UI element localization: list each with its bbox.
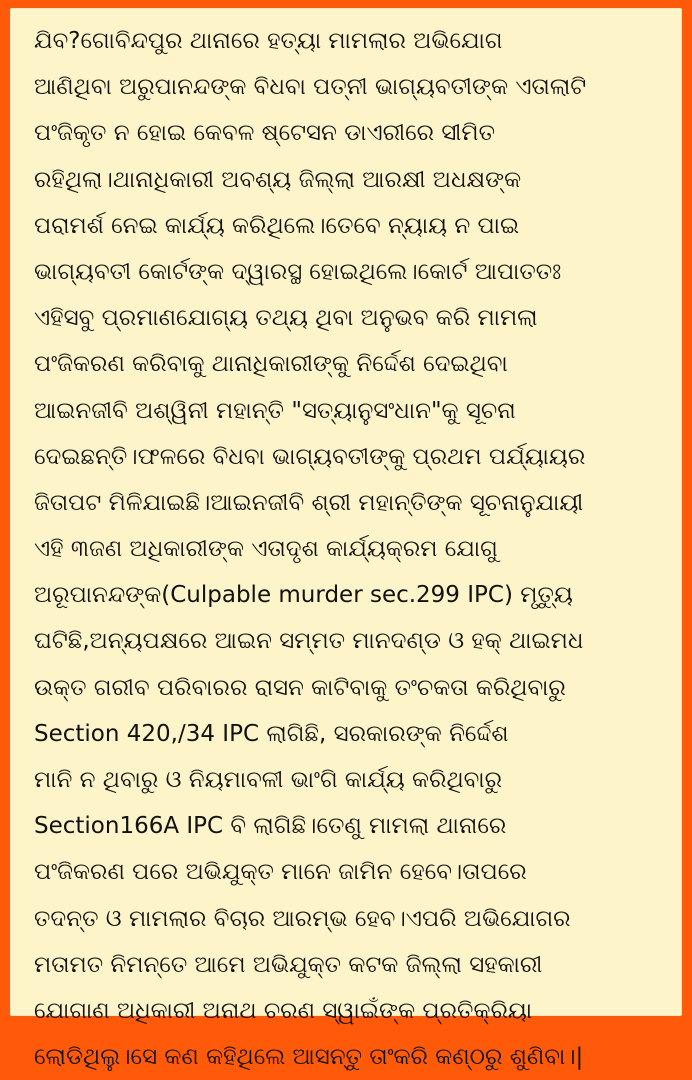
text-line: ଘଟିଛି,ଅନ୍ୟପକ୍ଷରେ ଆଇନ ସମ୍ମତ ମାନଦଣ୍ଡ ଓ ହକ୍ ଥାଇମଧ	[34, 628, 584, 655]
text-line: ଭାଗ୍ୟବତୀ କୋର୍ଟଙ୍କ ଦ୍ୱାରସ୍ଥ ହୋଇଥିଲେ।କୋର୍ଟ ଆପାତତଃ	[34, 258, 562, 285]
text-line: ଉକ୍ତ ଗରୀବ ପରିବାରର ରାସନ କାଟିବାକୁ ତଂଚକତା କରିଥିବାରୁ	[34, 674, 566, 701]
text-line: ମତାମତ ନିମନ୍ତେ ଆମେ ଅଭିଯୁକ୍ତ କଟକ ଜିଲ୍ଲା ସହକାରୀ	[34, 951, 543, 978]
text-line: ଯୋଗାଣ ଅଧିକାରୀ ଅନାଥ ଚରଣ ସ୍ୱାଇଁଙ୍କ ପ୍ରତିକ୍ରିୟା	[34, 997, 533, 1024]
text-line: ଏହିସବୁ ପ୍ରମାଣଯୋଗ୍ୟ ତଥ୍ୟ ଥିବା ଅନୁଭବ କରି ମାମଲା	[34, 305, 538, 332]
text-line: ପରାମର୍ଶ ନେଇ କାର୍ଯ୍ୟ କରିଥିଲେ।ତେବେ ନ୍ୟାୟ ନ ପାଇ	[34, 212, 520, 239]
text-line: Section 420,/34 IPC ଲାଗିଛି, ସରକାରଙ୍କ ନିର୍ଦ୍ଦେଶ	[34, 720, 509, 747]
text-line: ଯିବ?ଗୋବିନ୍ଦପୁର ଥାନାରେ ହତ୍ୟା ମାମଲାର ଅଭିଯୋଗ	[34, 28, 503, 54]
text-card	[10, 8, 682, 1071]
text-line: ପଂଜିକୃତ ନ ହୋଇ କେବଳ ଷ୍ଟେସନ ଡାଏରୀରେ ସୀମିତ	[34, 120, 495, 147]
text-line: ଲୋଡିଥିଲୁ।ସେ କଣ କହିଥିଲେ ଆସନ୍ତୁ ତାଂକରି କଣ୍ଠରୁ ଶୁଣିବା।|	[34, 1044, 584, 1071]
text-line: ଦେଇଛନ୍ତି।ଫଳରେ ବିଧବା ଭାଗ୍ୟବତୀଙ୍କୁ ପ୍ରଥମ ପର୍ଯ୍ୟାୟର	[34, 443, 586, 470]
text-line: ତଦନ୍ତ ଓ ମାମଲାର ବିଚାର ଆରମ୍ଭ ହେବ।ଏପରି ଅଭିଯୋଗର	[34, 905, 571, 932]
text-line: ଅରୂପାନନ୍ଦଙ୍କ(Culpable murder sec.299 IPC) ମୃତ୍ୟୁ	[34, 582, 573, 609]
text-line: ଏହି ୩ଜଣ ଅଧିକାରୀଙ୍କ ଏତାଦୃଶ କାର୍ଯ୍ୟକ୍ରମ ଯୋଗୁ	[34, 536, 498, 563]
text-line: ମାନି ନ ଥିବାରୁ ଓ ନିୟମାବଳୀ ଭାଂଗି କାର୍ଯ୍ୟ କରିଥିବାରୁ	[34, 767, 503, 793]
text-line: ପଂଜିକରଣ କରିବାକୁ ଥାନାଧିକାରୀଙ୍କୁ ନିର୍ଦ୍ଦେଶ ଦେଇଥିବା	[34, 351, 508, 378]
text-line: ଜିତାପଟ ମିଳିଯାଇଛି।ଆଇନଜୀବି ଶ୍ରୀ ମହାନ୍ତିଙ୍କ ସୂଚନାନୁଯାୟୀ	[34, 489, 584, 516]
paragraph	[34, 18, 672, 1071]
text-line: ରହିଥିଲା।ଥାନାଧିକାରୀ ଅବଶ୍ୟ ଜିଲ୍ଲା ଆରକ୍ଷୀ ଅଧକ୍ଷଙ୍କ	[34, 166, 522, 193]
text-line: Section166A IPC ବି ଲାଗିଛି।ତେଣୁ ମାମଲା ଥାନାରେ	[34, 813, 507, 840]
text-line: ପଂଜିକରଣ ପରେ ଅଭିଯୁକ୍ତ ମାନେ ଜାମିନ ହେବେ।ତାପରେ	[34, 859, 527, 886]
text-line: ଆଣିଥିବା ଅରୁପାନନ୍ଦଙ୍କ ବିଧବା ପତ୍ନୀ ଭାଗ୍ୟବତୀଙ୍କ ଏତାଲାଟି	[34, 74, 587, 101]
text-line: ଆଇନଜୀବି ଅଶ୍ୱିନୀ ମହାନ୍ତି "ସତ୍ୟାନୁସଂଧାନ"କୁ ସୂଚନା	[34, 397, 516, 424]
